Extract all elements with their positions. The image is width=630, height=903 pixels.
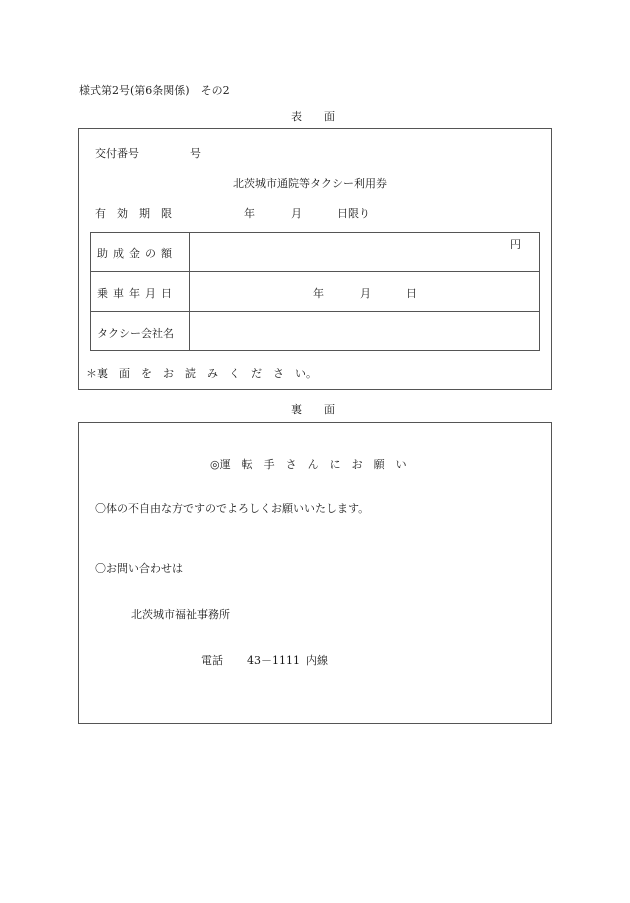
request-line-1: 〇体の不自由な方ですのでよろしくお願いいたします。 bbox=[95, 502, 370, 515]
phone-label: 電話 bbox=[201, 654, 223, 667]
table-column-divider bbox=[189, 232, 190, 351]
ticket-title: 北茨城市通院等タクシー利用券 bbox=[233, 177, 387, 190]
driver-request-title: ◎運 転 手 さ ん に お 願 い bbox=[210, 458, 407, 471]
validity-year: 年 bbox=[244, 207, 255, 220]
phone-number: 43－1111 bbox=[247, 654, 300, 667]
issue-number-suffix: 号 bbox=[190, 147, 201, 160]
validity-label: 有 効 期 限 bbox=[95, 207, 172, 220]
ride-date-month: 月 bbox=[360, 287, 371, 300]
taxi-company-label: タクシー会社名 bbox=[97, 327, 174, 340]
back-heading: 裏 面 bbox=[291, 403, 335, 416]
ride-date-label: 乗車年月日 bbox=[97, 287, 177, 300]
validity-month: 月 bbox=[291, 207, 302, 220]
ride-date-year: 年 bbox=[313, 287, 324, 300]
phone-extension: 内線 bbox=[306, 654, 328, 667]
validity-suffix: 日限り bbox=[337, 207, 370, 220]
ride-date-day: 日 bbox=[406, 287, 417, 300]
subsidy-amount-unit: 円 bbox=[510, 238, 521, 251]
form-label: 様式第2号(第6条関係) その2 bbox=[79, 84, 230, 97]
issue-number-label: 交付番号 bbox=[95, 147, 139, 160]
front-note: ＊裏 面 を お 読 み く だ さ い。 bbox=[86, 367, 317, 380]
front-heading: 表 面 bbox=[291, 110, 335, 123]
subsidy-amount-label: 助成金の額 bbox=[97, 247, 177, 260]
table-divider-1 bbox=[90, 271, 540, 272]
request-line-2: 〇お問い合わせは bbox=[95, 562, 183, 575]
welfare-office: 北茨城市福祉事務所 bbox=[131, 608, 230, 621]
table-divider-2 bbox=[90, 311, 540, 312]
